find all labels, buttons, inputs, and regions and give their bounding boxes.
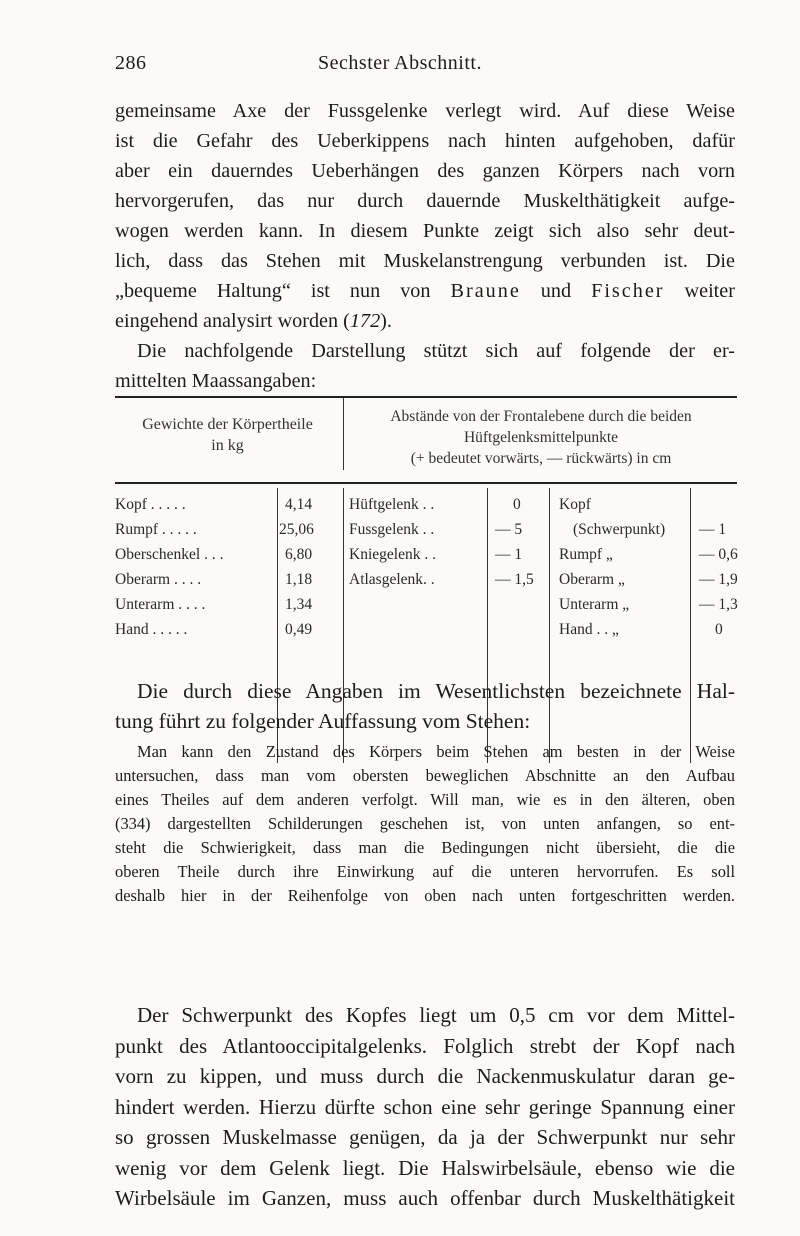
body-part-label: Hand . . . . . [115,621,188,638]
center-distance: — 1,9 [699,571,738,588]
text-line: (334) dargestellten Schilderungen geschehen ist, von unten anfangen, so ent- [115,814,735,833]
text-line: gemeinsame Axe der Fussgelenke verlegt wird. Auf diese Weise [115,100,735,122]
weight-value: 25,06 [279,521,314,538]
text-line: punkt des Atlantooccipitalgelenks. Folglich strebt der Kopf nach [115,1033,735,1058]
joint-label: Atlasgelenk. . [349,571,435,588]
header-line: Abstände von der Frontalebene durch die beiden [390,408,692,425]
header-line: Gewichte der Körpertheile [142,416,313,433]
text-segment: weiter [664,280,735,302]
weights-header [115,414,340,456]
text-line: vorn zu kippen, und muss durch die Nackenmuskulatur daran ge- [115,1064,735,1088]
text-line: hindert werden. Hierzu dürfte schon eine sehr geringe Spannung einer [115,1094,735,1119]
text-line: hervorgerufen, das nur durch dauernde Muskelthätigkeit aufge- [115,190,735,212]
author-name-braune: Braune [450,280,521,302]
center-label: Rumpf „ [559,546,613,563]
text-line: Wirbelsäule im Ganzen, muss auch offenbar durch Muskelthätigkeit [115,1186,735,1210]
paragraph-1 [115,96,735,336]
header-line: Hüftgelenksmittelpunkte [463,429,619,446]
text-line: lich, dass das Stehen mit Muskelanstrengung verbunden ist. Die [115,250,735,272]
joint-label: Fussgelenk . . [349,521,435,538]
text-segment: ). [380,310,392,332]
center-distance: — 1,3 [699,596,738,613]
paragraph-5 [115,1000,735,1214]
header-line: (+ bedeutet vorwärts, — rückwärts) in cm [410,450,672,467]
text-line [115,306,735,336]
header-line: in kg [211,437,244,454]
running-head: Sechster Abschnitt. [318,52,482,74]
body-part-label: Kopf . . . . . [115,496,186,513]
text-line: Der Schwerpunkt des Kopfes liegt um 0,5 cm vor dem Mittel- [137,1003,735,1027]
text-line [115,276,735,306]
center-label: Kopf [559,496,591,513]
text-line: wenig vor dem Gelenk liegt. Die Halswirbelsäule, ebenso wie die [115,1155,735,1180]
text-line: wogen werden kann. In diesem Punkte zeigt sich also sehr deut- [115,220,735,242]
paragraph-4-small-print [115,740,735,908]
text-line: Die nachfolgende Darstellung stützt sich auf folgende der er- [137,340,735,362]
center-distance: — 1 [699,521,727,538]
paragraph-3 [115,676,735,736]
body-part-label: Rumpf . . . . . [115,521,197,538]
joint-distance: — 1,5 [495,571,534,588]
page-header [0,52,800,84]
body-part-label: Oberschenkel . . . [115,546,224,563]
table-divider [343,398,344,470]
joint-distance: 0 [513,496,521,513]
weight-value: 1,34 [285,596,313,613]
text-line: so grossen Muskelmasse genügen, da ja der Schwerpunkt nur sehr [115,1125,735,1149]
text-line: Man kann den Zustand des Körpers beim Stehen am besten in der Weise [137,742,735,761]
text-line: tung führt zu folgender Auffassung vom Stehen: [115,709,531,733]
text-line: eines Theiles auf dem anderen verfolgt. Will man, wie es in den älteren, oben [115,790,735,809]
text-line: ist die Gefahr des Ueberkippens nach hinten aufgehoben, dafür [115,130,735,152]
center-label: Oberarm „ [559,571,625,588]
author-name-fischer: Fischer [591,280,665,302]
text-line: aber ein dauerndes Ueberhängen des ganzen Körpers nach vorn [115,160,735,182]
joint-label: Kniegelenk . . [349,546,436,563]
body-part-label: Oberarm . . . . [115,571,202,588]
text-segment: eingehend analysirt worden ( [115,310,350,332]
joint-distance: — 1 [495,546,523,563]
weight-value: 6,80 [285,546,313,563]
joint-label: Hüftgelenk . . [349,496,435,513]
distances-header [345,406,737,469]
paragraph-2 [115,336,735,396]
joint-distance: — 5 [495,521,523,538]
text-line: oberen Theile durch ihre Einwirkung auf die unteren hervorrufen. Es soll [115,862,735,881]
weight-value: 1,18 [285,571,313,588]
page-number: 286 [115,52,147,74]
text-line: deshalb hier in der Reihenfolge von oben nach unten fortgeschritten werden. [115,886,735,905]
center-label: (Schwerpunkt) [573,521,666,538]
text-line: Die durch diese Angaben im Wesentlichsten bezeichnete Hal- [137,679,735,703]
text-line: untersuchen, dass man vom obersten beweglichen Abschnitte an den Aufbau [115,766,735,785]
text-line: steht die Schwierigkeit, dass man die Bedingungen nicht übersieht, die die [115,838,735,857]
weight-value: 4,14 [285,496,313,513]
center-label: Hand . . „ [559,621,619,638]
center-label: Unterarm „ [559,596,630,613]
center-distance: 0 [715,621,723,638]
table-top-rule [115,396,737,398]
reference-number: 172 [349,310,381,332]
table-header-rule [115,482,737,484]
text-segment: „bequeme Haltung“ ist nun von [115,280,451,302]
text-line: mittelten Maassangaben: [115,370,317,392]
weight-value: 0,49 [285,621,313,638]
body-part-label: Unterarm . . . . [115,596,206,613]
center-distance: — 0,6 [699,546,738,563]
text-segment: und [520,280,592,302]
